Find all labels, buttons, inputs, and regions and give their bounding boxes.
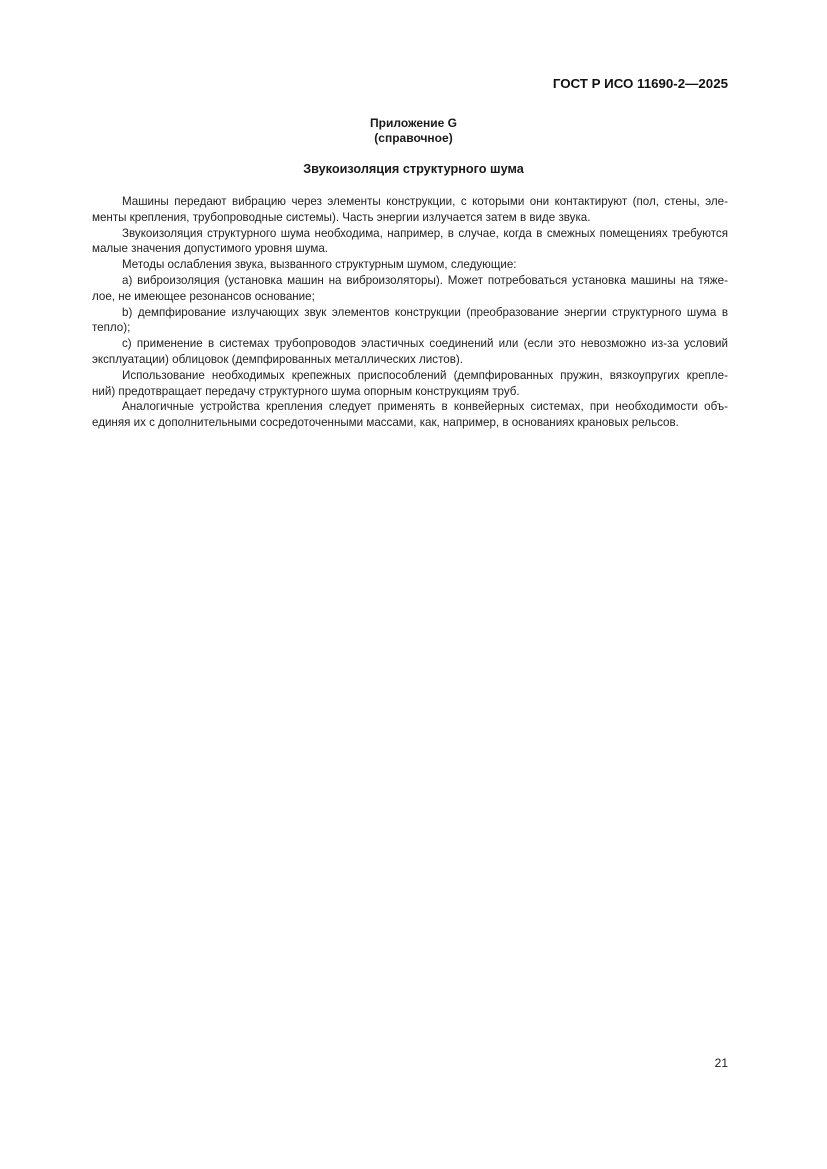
annex-heading <box>0 116 827 146</box>
page-number: 21 <box>714 1056 728 1070</box>
text-line: тепло); <box>92 321 131 335</box>
text-line: лое, не имеющее резонансов основание; <box>92 289 315 303</box>
text-line: Машины передают вибрацию через элементы конструкции, с которыми они контактируют (пол, стены, эле- <box>122 195 728 208</box>
text-line: менты крепления, трубопроводные системы). Часть энергии излучается затем в виде звука. <box>92 210 591 224</box>
text-line: ний) предотвращает передачу структурного шума опорным конструкциям труб. <box>92 384 520 398</box>
section-title: Звукоизоляция структурного шума <box>303 162 524 176</box>
text-line: малые значения допустимого уровня шума. <box>92 242 328 256</box>
annex-title: Приложение G <box>370 116 457 130</box>
text-line: c) применение в системах трубопроводов эластичных соединений или (если это невозможно из-за условий <box>122 337 728 351</box>
text-line: Методы ослабления звука, вызванного структурным шумом, следующие: <box>122 258 517 272</box>
body-text <box>92 194 728 431</box>
text-line: единяя их с дополнительными сосредоточенными массами, как, например, в основаниях крановых рельсов. <box>92 416 679 430</box>
text-line: эксплуатации) облицовок (демпфированных металлических листов). <box>92 352 463 366</box>
text-line: Звукоизоляция структурного шума необходима, например, в случае, когда в смежных помещениях требуются <box>122 226 728 240</box>
text-line: Аналогичные устройства крепления следует применять в конвейерных системах, при необходимости объ- <box>122 400 728 414</box>
text-line: a) виброизоляция (установка машин на виброизоляторы). Может потребоваться установка машины на тяже- <box>122 273 728 287</box>
annex-subtitle: (справочное) <box>374 131 453 145</box>
document-code: ГОСТ Р ИСО 11690-2—2025 <box>552 76 728 91</box>
text-line: b) демпфирование излучающих звук элементов конструкции (преобразование энергии структурного шума в <box>122 305 728 319</box>
text-line: Использование необходимых крепежных приспособлений (демпфированных пружин, вязкоупругих крепле- <box>122 368 728 382</box>
